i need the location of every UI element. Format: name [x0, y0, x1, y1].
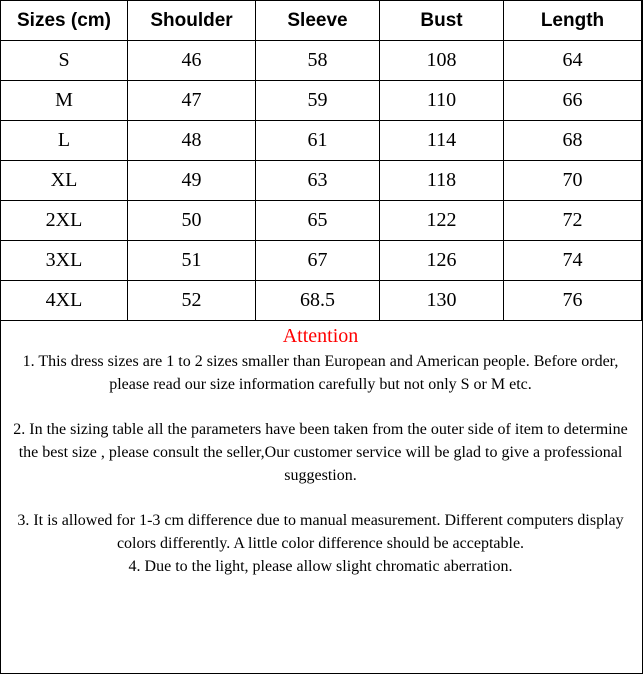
cell-shoulder: 47 [128, 81, 256, 121]
table-row [1, 241, 642, 281]
cell-bust: 110 [380, 81, 504, 121]
attention-title: Attention [282, 325, 359, 347]
table-row [1, 41, 642, 81]
header-bust: Bust [380, 1, 504, 41]
cell-bust: 114 [380, 121, 504, 161]
cell-sleeve: 59 [256, 81, 380, 121]
cell-sleeve: 58 [256, 41, 380, 81]
table-row [1, 201, 642, 241]
table-row [1, 81, 642, 121]
table-row [1, 161, 642, 201]
cell-length: 70 [504, 161, 642, 201]
cell-shoulder: 52 [128, 281, 256, 321]
cell-bust: 126 [380, 241, 504, 281]
cell-size: 2XL [1, 201, 128, 241]
cell-size: 4XL [1, 281, 128, 321]
cell-shoulder: 50 [128, 201, 256, 241]
header-shoulder: Shoulder [128, 1, 256, 41]
table-header-row [1, 1, 642, 41]
cell-sleeve: 68.5 [256, 281, 380, 321]
note-1: 1. This dress sizes are 1 to 2 sizes smaller than European and American people. Before order, please read our size information carefully but not only S or M etc. [22, 353, 619, 393]
cell-size: XL [1, 161, 128, 201]
cell-bust: 122 [380, 201, 504, 241]
header-length: Length [504, 1, 642, 41]
cell-shoulder: 51 [128, 241, 256, 281]
cell-shoulder: 48 [128, 121, 256, 161]
header-sizes: Sizes (cm) [1, 1, 128, 41]
cell-length: 66 [504, 81, 642, 121]
cell-size: M [1, 81, 128, 121]
size-table [0, 0, 642, 321]
cell-shoulder: 49 [128, 161, 256, 201]
note-2: 2. In the sizing table all the parameters have been taken from the outer side of item to determine the best size , please consult the seller,Our customer service will be glad to give a professional suggestion. [13, 421, 628, 484]
cell-length: 72 [504, 201, 642, 241]
cell-bust: 118 [380, 161, 504, 201]
cell-bust: 108 [380, 41, 504, 81]
cell-bust: 130 [380, 281, 504, 321]
cell-size: L [1, 121, 128, 161]
note-3: 3. It is allowed for 1-3 cm difference due to manual measurement. Different computers display colors differently. A little color difference should be acceptable. [17, 512, 624, 552]
table-row [1, 281, 642, 321]
cell-length: 64 [504, 41, 642, 81]
cell-sleeve: 65 [256, 201, 380, 241]
cell-sleeve: 63 [256, 161, 380, 201]
cell-size: 3XL [1, 241, 128, 281]
cell-shoulder: 46 [128, 41, 256, 81]
cell-length: 74 [504, 241, 642, 281]
table-row [1, 121, 642, 161]
cell-sleeve: 67 [256, 241, 380, 281]
cell-sleeve: 61 [256, 121, 380, 161]
cell-size: S [1, 41, 128, 81]
header-sleeve: Sleeve [256, 1, 380, 41]
attention-notes [2, 322, 639, 578]
cell-length: 76 [504, 281, 642, 321]
note-4: 4. Due to the light, please allow slight chromatic aberration. [128, 558, 513, 575]
cell-length: 68 [504, 121, 642, 161]
